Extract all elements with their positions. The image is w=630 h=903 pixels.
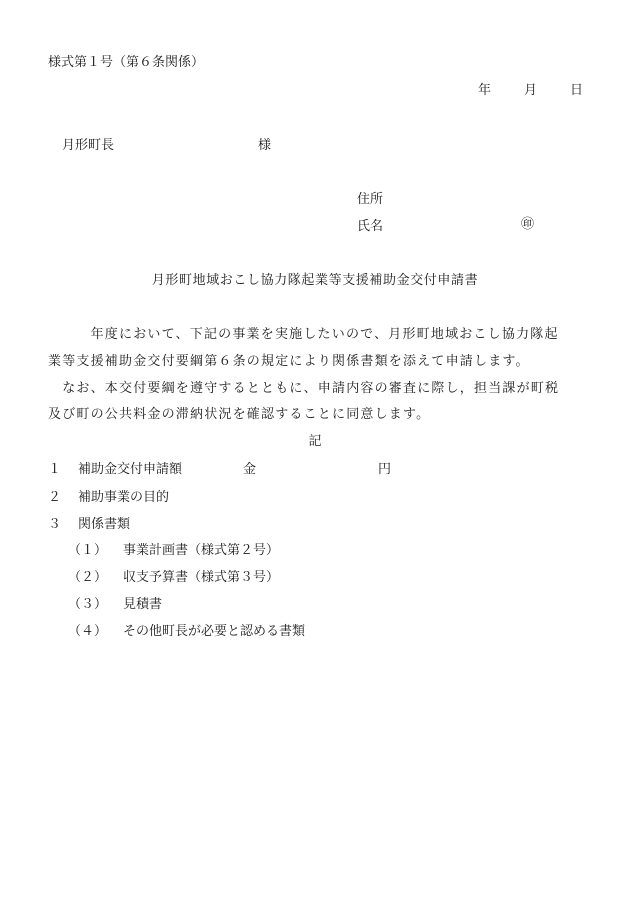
record-heading: 記 [308, 434, 322, 449]
body-text-line: なお、本交付要綱を遵守するとともに、申請内容の審査に際し，担当課が町税 [48, 381, 560, 396]
document-item-label: その他町長が必要と認める書類 [123, 624, 306, 639]
body-text-line: 及び町の公共料金の滞納状況を確認することに同意します。 [48, 407, 431, 422]
document-title: 月形町地域おこし協力隊起業等支援補助金交付申請書 [151, 273, 479, 288]
document-item-label: 事業計画書（様式第２号） [123, 543, 280, 558]
addressee-name: 月形町長 [62, 138, 115, 153]
addressee-honorific: 様 [258, 138, 272, 153]
item-number: ２ [48, 490, 62, 505]
document-item-number: （１） [68, 543, 108, 558]
applicant-address-label: 住所 [357, 192, 384, 207]
document-item-number: （４） [68, 624, 108, 639]
item-label: 補助事業の目的 [78, 490, 170, 505]
applicant-name-label: 氏名 [357, 219, 384, 234]
document-item-label: 収支予算書（様式第３号） [123, 570, 280, 585]
body-text-line: 年度において、下記の事業を実施したいので、月形町地域おこし協力隊起 [48, 327, 559, 342]
document-item-number: （３） [68, 597, 108, 612]
date-month-label: 月 [524, 83, 538, 98]
document-item-number: （２） [68, 570, 108, 585]
amount-prefix: 金 [243, 462, 257, 477]
document-item-label: 見積書 [123, 597, 163, 612]
item-label: 関係書類 [78, 517, 131, 532]
body-text-line: 業等支援補助金交付要綱第６条の規定により関係書類を添えて申請します。 [48, 354, 530, 369]
item-label: 補助金交付申請額 [78, 462, 183, 477]
item-number: １ [48, 462, 62, 477]
item-number: ３ [48, 517, 62, 532]
form-number: 様式第１号（第６条関係） [48, 55, 205, 70]
date-year-label: 年 [478, 83, 492, 98]
seal-mark: ㊞ [521, 217, 535, 232]
amount-suffix: 円 [378, 462, 392, 477]
date-day-label: 日 [570, 83, 584, 98]
